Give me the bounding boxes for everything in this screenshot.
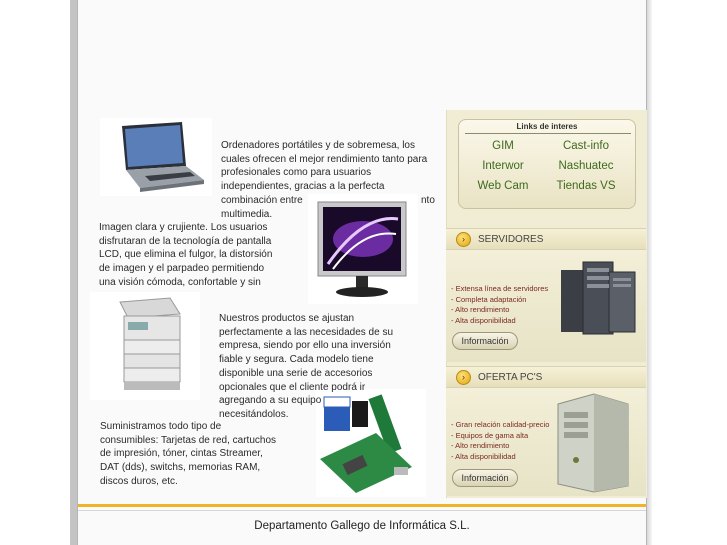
link-gim[interactable]: GIM [492,140,514,152]
oferta-features [451,420,563,462]
text-line: DAT (dds), switchs, memorias RAM, [100,462,261,474]
text-line: multimedia. [221,208,273,220]
printer-image [90,292,200,400]
text-line: agregando a su equipo [219,395,322,407]
text-line: Nuestros productos se ajustan [219,313,355,324]
servidores-label: SERVIDORES [478,234,544,245]
frame-shadow [647,0,652,545]
arrow-right-circle-icon: › [456,232,471,247]
text-line: combinación entre [221,194,303,206]
feature-item: - Extensa línea de servidores [451,284,549,293]
oferta-header[interactable] [446,366,646,388]
text-line: una visión cómoda, confortable y sin [99,276,261,288]
text-line: Imagen clara y crujiente. Los usuarios [99,222,268,233]
feature-item: - Alto rendimiento [451,305,510,314]
products-description [219,312,419,422]
text-line: disponible una serie de accesorios [219,367,373,379]
server-image [553,256,639,338]
servidores-info-button[interactable]: Información [452,332,518,350]
link-web-cam[interactable]: Web Cam [477,180,529,192]
text-line: LCD, que elimina el fulgor, la distorsión [99,249,273,261]
text-line: Ordenadores portátiles y de sobremesa, los [221,140,415,151]
footer-company-name: Departamento Gallego de Informática S.L. [254,520,470,532]
servidores-features [451,284,561,326]
link-nashuatec[interactable]: Nashuatec [558,160,614,172]
text-line: discos duros, etc. [100,475,178,487]
text-line: de imagen y el parpadeo permitiendo [99,263,265,275]
feature-item: - Gran relación calidad-precio [451,420,550,429]
text-line: independientes, gracias a la perfecta [221,181,385,193]
text-line: necesitándolos. [219,408,289,420]
link-cast-info[interactable]: Cast-info [562,140,610,152]
laptop-image [100,118,212,196]
text-line: disfrutaran de la tecnología de pantalla [99,235,272,247]
link-interwor[interactable]: Interwor [482,160,524,172]
text-line: consumibles: Tarjetas de red, cartuchos [100,434,277,446]
text-line: opcionales que el cliente podrá ir [219,381,366,393]
feature-item: - Completa adaptación [451,294,527,304]
text-line: de impresión, tóner, cintas Streamer, [100,448,263,460]
feature-item: - Alto rendimiento [451,441,510,450]
footer-divider [78,510,646,511]
monitor-description [99,221,309,290]
text-line: perfectamente a las necesidades de su [219,326,393,338]
link-tiendas-vs[interactable]: Tiendas VS [556,180,616,192]
servidores-header[interactable] [446,228,646,250]
text-line: fiable y segura. Cada modelo tiene [219,354,374,366]
feature-item: - Alta disponibilidad [451,451,516,461]
feature-item: - Equipos de gama alta [451,430,529,440]
oferta-label: OFERTA PC'S [478,372,543,383]
feature-item: - Alta disponibilidad [451,315,516,325]
laptop-description-tail: nto [421,195,435,206]
text-line: Suministramos todo tipo de [100,421,222,432]
links-title: Links de interes [516,122,578,131]
text-line: profesionales como para usuarios [221,167,372,179]
oferta-info-button[interactable]: Información [452,469,518,487]
arrow-right-circle-icon: › [456,370,471,385]
text-line: empresa, siendo por ello una inversión [219,340,391,352]
laptop-description [221,139,441,221]
links-divider [465,133,631,134]
footer-accent-line [78,504,646,507]
text-line: cuales ofrecen el mejor rendimiento tanto para [221,153,428,165]
supplies-description [100,420,310,489]
